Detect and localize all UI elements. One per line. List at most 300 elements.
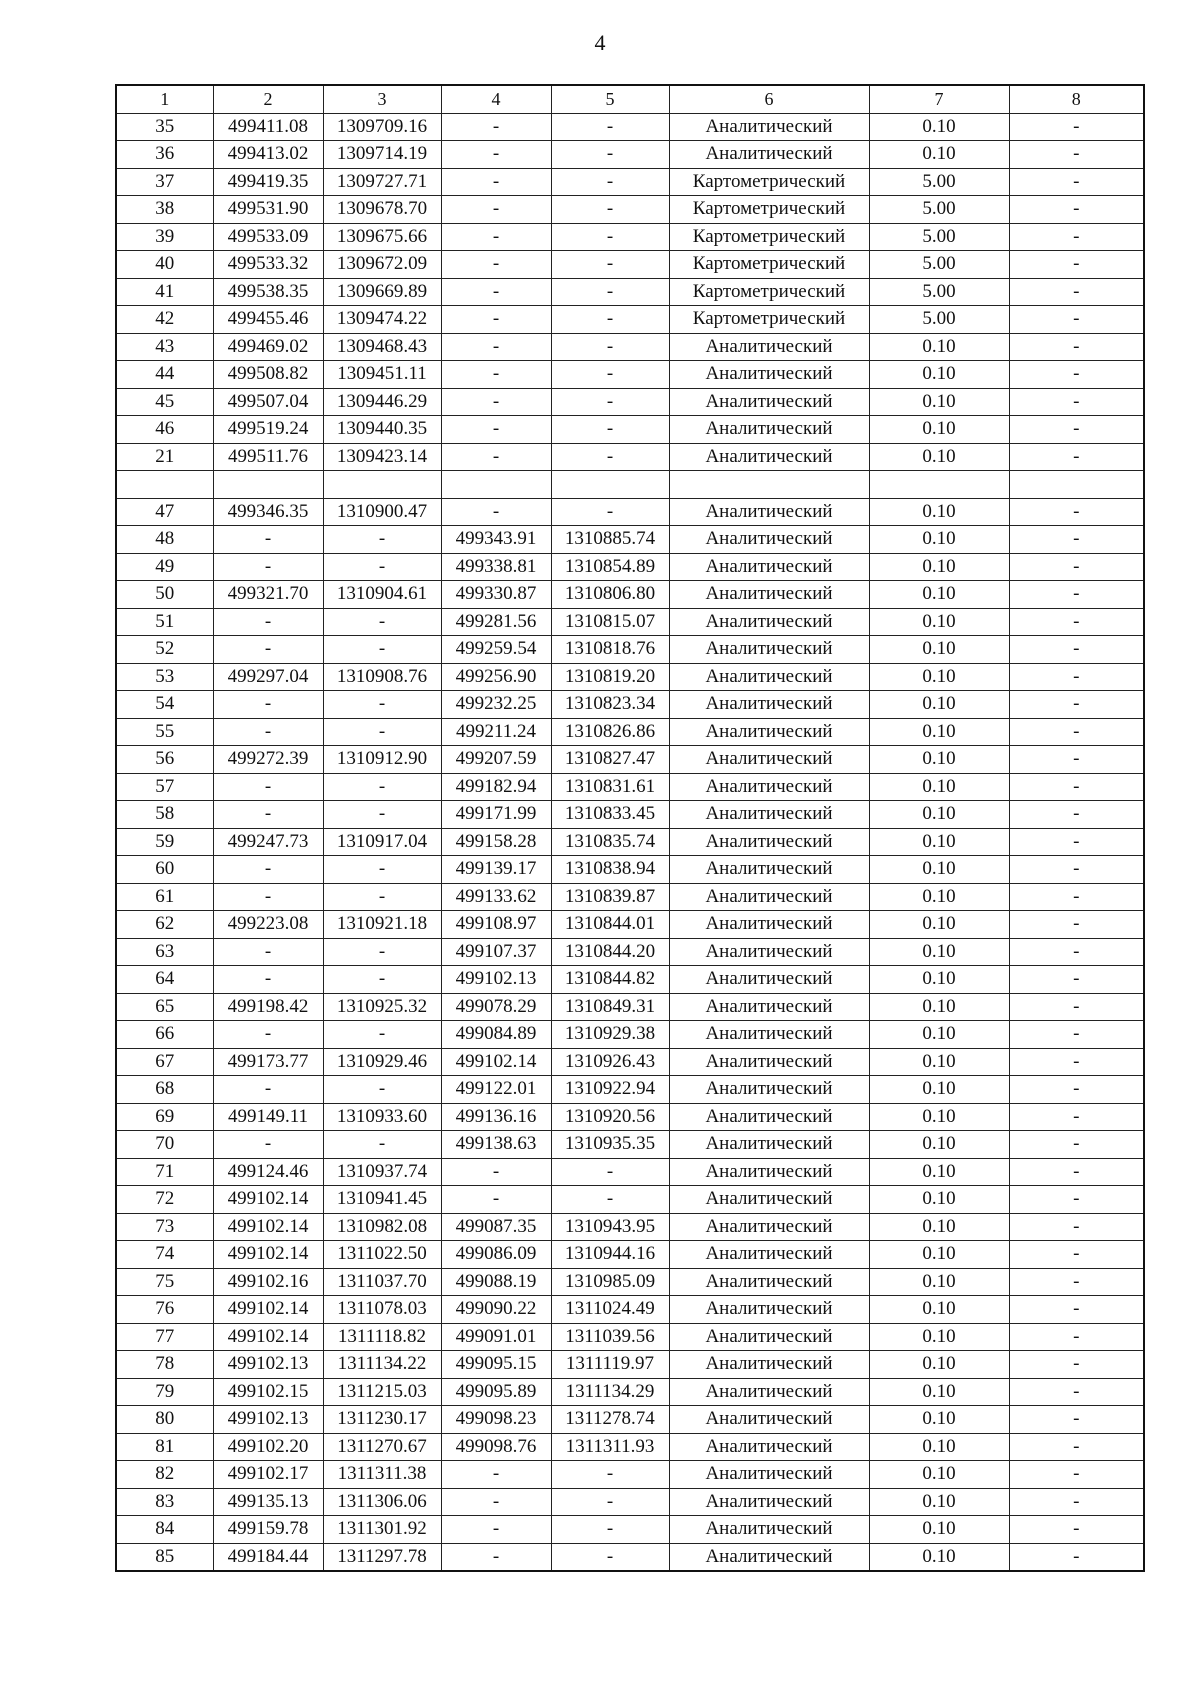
description-cell: -: [1009, 773, 1144, 801]
point-number-cell: 39: [116, 223, 213, 251]
method-cell: Картометрический: [669, 306, 869, 334]
table-row: [116, 1076, 1144, 1104]
y-existing-cell: 1309446.29: [323, 388, 441, 416]
accuracy-cell: 0.10: [869, 1406, 1009, 1434]
y-existing-cell: -: [323, 526, 441, 554]
x-new-cell: -: [441, 223, 551, 251]
x-new-cell: 499232.25: [441, 691, 551, 719]
x-existing-cell: 499102.13: [213, 1351, 323, 1379]
table-row: [116, 581, 1144, 609]
x-existing-cell: 499346.35: [213, 498, 323, 526]
y-new-cell: 1310844.01: [551, 911, 669, 939]
y-existing-cell: -: [323, 1076, 441, 1104]
point-number-cell: 66: [116, 1021, 213, 1049]
method-cell: Аналитический: [669, 911, 869, 939]
x-new-cell: -: [441, 1488, 551, 1516]
accuracy-cell: 0.10: [869, 1048, 1009, 1076]
x-new-cell: 499207.59: [441, 746, 551, 774]
method-cell: Аналитический: [669, 966, 869, 994]
y-new-cell: 1310849.31: [551, 993, 669, 1021]
y-new-cell: 1311024.49: [551, 1296, 669, 1324]
accuracy-cell: 0.10: [869, 1378, 1009, 1406]
x-existing-cell: 499533.09: [213, 223, 323, 251]
accuracy-cell: 0.10: [869, 333, 1009, 361]
y-existing-cell: 1309714.19: [323, 141, 441, 169]
method-cell: Аналитический: [669, 1461, 869, 1489]
y-new-cell: 1310833.45: [551, 801, 669, 829]
x-new-cell: 499122.01: [441, 1076, 551, 1104]
y-existing-cell: -: [323, 608, 441, 636]
table-row: [116, 1268, 1144, 1296]
y-new-cell: 1310838.94: [551, 856, 669, 884]
y-existing-cell: -: [323, 553, 441, 581]
table-row: [116, 553, 1144, 581]
x-new-cell: 499095.15: [441, 1351, 551, 1379]
y-new-cell: -: [551, 1516, 669, 1544]
point-number-cell: 65: [116, 993, 213, 1021]
description-cell: -: [1009, 608, 1144, 636]
description-cell: -: [1009, 306, 1144, 334]
y-existing-cell: 1311134.22: [323, 1351, 441, 1379]
y-new-cell: 1310839.87: [551, 883, 669, 911]
accuracy-cell: 0.10: [869, 883, 1009, 911]
y-new-cell: 1310885.74: [551, 526, 669, 554]
x-existing-cell: 499102.13: [213, 1406, 323, 1434]
x-existing-cell: -: [213, 718, 323, 746]
accuracy-cell: 5.00: [869, 278, 1009, 306]
y-new-cell: 1310844.20: [551, 938, 669, 966]
x-existing-cell: 499102.14: [213, 1323, 323, 1351]
y-existing-cell: 1311215.03: [323, 1378, 441, 1406]
description-cell: -: [1009, 636, 1144, 664]
x-new-cell: -: [441, 1158, 551, 1186]
point-number-cell: 73: [116, 1213, 213, 1241]
y-new-cell: -: [551, 168, 669, 196]
point-number-cell: 64: [116, 966, 213, 994]
y-new-cell: 1310827.47: [551, 746, 669, 774]
x-existing-cell: 499519.24: [213, 416, 323, 444]
description-cell: -: [1009, 141, 1144, 169]
x-new-cell: -: [441, 388, 551, 416]
method-cell: Аналитический: [669, 773, 869, 801]
x-existing-cell: 499533.32: [213, 251, 323, 279]
table-row: [116, 1378, 1144, 1406]
x-existing-cell: 499469.02: [213, 333, 323, 361]
point-number-cell: 45: [116, 388, 213, 416]
point-number-cell: 83: [116, 1488, 213, 1516]
table-row: [116, 1516, 1144, 1544]
point-number-cell: 49: [116, 553, 213, 581]
description-cell: -: [1009, 911, 1144, 939]
y-new-cell: 1311278.74: [551, 1406, 669, 1434]
accuracy-cell: 0.10: [869, 1323, 1009, 1351]
x-existing-cell: -: [213, 801, 323, 829]
table-row: [116, 911, 1144, 939]
description-cell: -: [1009, 278, 1144, 306]
x-new-cell: -: [441, 141, 551, 169]
accuracy-cell: 5.00: [869, 223, 1009, 251]
x-existing-cell: 499102.14: [213, 1241, 323, 1269]
accuracy-cell: 0.10: [869, 1158, 1009, 1186]
description-cell: -: [1009, 1351, 1144, 1379]
column-header: 3: [323, 85, 441, 113]
accuracy-cell: 0.10: [869, 1296, 1009, 1324]
y-existing-cell: -: [323, 966, 441, 994]
description-cell: -: [1009, 416, 1144, 444]
method-cell: Аналитический: [669, 691, 869, 719]
accuracy-cell: 0.10: [869, 1461, 1009, 1489]
x-existing-cell: -: [213, 636, 323, 664]
method-cell: Аналитический: [669, 993, 869, 1021]
x-existing-cell: 499102.14: [213, 1296, 323, 1324]
description-cell: -: [1009, 223, 1144, 251]
x-existing-cell: 499102.15: [213, 1378, 323, 1406]
table-row: [116, 1103, 1144, 1131]
accuracy-cell: 0.10: [869, 1543, 1009, 1571]
method-cell: [669, 471, 869, 499]
x-existing-cell: 499411.08: [213, 113, 323, 141]
y-existing-cell: -: [323, 636, 441, 664]
method-cell: Аналитический: [669, 1433, 869, 1461]
description-cell: -: [1009, 361, 1144, 389]
accuracy-cell: 0.10: [869, 966, 1009, 994]
y-existing-cell: 1310941.45: [323, 1186, 441, 1214]
point-number-cell: 40: [116, 251, 213, 279]
method-cell: Аналитический: [669, 498, 869, 526]
x-new-cell: 499108.97: [441, 911, 551, 939]
y-new-cell: -: [551, 1488, 669, 1516]
table-row: [116, 1351, 1144, 1379]
y-new-cell: -: [551, 443, 669, 471]
table-row: [116, 1433, 1144, 1461]
x-new-cell: 499338.81: [441, 553, 551, 581]
y-existing-cell: 1310904.61: [323, 581, 441, 609]
point-number-cell: 63: [116, 938, 213, 966]
point-number-cell: 53: [116, 663, 213, 691]
page-number: 4: [594, 30, 606, 55]
x-new-cell: -: [441, 196, 551, 224]
description-cell: -: [1009, 1241, 1144, 1269]
table-row: [116, 361, 1144, 389]
description-cell: -: [1009, 1516, 1144, 1544]
x-existing-cell: 499102.14: [213, 1213, 323, 1241]
method-cell: Аналитический: [669, 1158, 869, 1186]
accuracy-cell: 0.10: [869, 498, 1009, 526]
y-existing-cell: 1309440.35: [323, 416, 441, 444]
y-new-cell: 1310823.34: [551, 691, 669, 719]
table-row: [116, 471, 1144, 499]
description-cell: -: [1009, 251, 1144, 279]
accuracy-cell: 5.00: [869, 251, 1009, 279]
accuracy-cell: 0.10: [869, 663, 1009, 691]
x-existing-cell: 499538.35: [213, 278, 323, 306]
y-existing-cell: -: [323, 856, 441, 884]
accuracy-cell: 0.10: [869, 113, 1009, 141]
y-new-cell: -: [551, 498, 669, 526]
method-cell: Аналитический: [669, 581, 869, 609]
column-header: 2: [213, 85, 323, 113]
point-number-cell: 69: [116, 1103, 213, 1131]
x-existing-cell: -: [213, 938, 323, 966]
method-cell: Аналитический: [669, 1186, 869, 1214]
method-cell: Картометрический: [669, 223, 869, 251]
x-existing-cell: -: [213, 1131, 323, 1159]
point-number-cell: 68: [116, 1076, 213, 1104]
x-new-cell: 499084.89: [441, 1021, 551, 1049]
x-existing-cell: 499198.42: [213, 993, 323, 1021]
table-row: [116, 1461, 1144, 1489]
table-row: [116, 1406, 1144, 1434]
y-new-cell: 1310943.95: [551, 1213, 669, 1241]
point-number-cell: 80: [116, 1406, 213, 1434]
description-cell: -: [1009, 1048, 1144, 1076]
table-row: [116, 883, 1144, 911]
point-number-cell: 82: [116, 1461, 213, 1489]
y-existing-cell: -: [323, 1131, 441, 1159]
table-row: [116, 1543, 1144, 1571]
x-new-cell: 499136.16: [441, 1103, 551, 1131]
accuracy-cell: 0.10: [869, 801, 1009, 829]
table-row: [116, 168, 1144, 196]
accuracy-cell: 0.10: [869, 911, 1009, 939]
description-cell: -: [1009, 333, 1144, 361]
accuracy-cell: 0.10: [869, 1131, 1009, 1159]
point-number-cell: 44: [116, 361, 213, 389]
description-cell: -: [1009, 1323, 1144, 1351]
x-existing-cell: -: [213, 773, 323, 801]
table-row: [116, 1131, 1144, 1159]
x-existing-cell: 499413.02: [213, 141, 323, 169]
description-cell: -: [1009, 1406, 1144, 1434]
x-new-cell: 499086.09: [441, 1241, 551, 1269]
method-cell: Аналитический: [669, 828, 869, 856]
point-number-cell: 37: [116, 168, 213, 196]
point-number-cell: 74: [116, 1241, 213, 1269]
method-cell: Аналитический: [669, 663, 869, 691]
description-cell: -: [1009, 1213, 1144, 1241]
method-cell: Картометрический: [669, 278, 869, 306]
x-existing-cell: -: [213, 856, 323, 884]
x-new-cell: 499211.24: [441, 718, 551, 746]
y-new-cell: 1310929.38: [551, 1021, 669, 1049]
description-cell: -: [1009, 966, 1144, 994]
method-cell: Аналитический: [669, 1296, 869, 1324]
accuracy-cell: 0.10: [869, 773, 1009, 801]
y-existing-cell: 1309474.22: [323, 306, 441, 334]
x-new-cell: 499182.94: [441, 773, 551, 801]
table-row: [116, 663, 1144, 691]
y-existing-cell: 1309678.70: [323, 196, 441, 224]
description-cell: -: [1009, 1268, 1144, 1296]
x-new-cell: -: [441, 251, 551, 279]
table-row: [116, 278, 1144, 306]
table-row: [116, 416, 1144, 444]
x-existing-cell: -: [213, 691, 323, 719]
y-new-cell: 1310922.94: [551, 1076, 669, 1104]
x-new-cell: -: [441, 1543, 551, 1571]
y-existing-cell: -: [323, 801, 441, 829]
method-cell: Аналитический: [669, 801, 869, 829]
x-existing-cell: 499149.11: [213, 1103, 323, 1131]
x-new-cell: 499139.17: [441, 856, 551, 884]
description-cell: -: [1009, 388, 1144, 416]
point-number-cell: 35: [116, 113, 213, 141]
table-row: [116, 1021, 1144, 1049]
column-header: 5: [551, 85, 669, 113]
x-new-cell: 499090.22: [441, 1296, 551, 1324]
point-number-cell: 67: [116, 1048, 213, 1076]
y-existing-cell: 1309672.09: [323, 251, 441, 279]
method-cell: Аналитический: [669, 856, 869, 884]
method-cell: Аналитический: [669, 1351, 869, 1379]
column-header: 1: [116, 85, 213, 113]
accuracy-cell: 0.10: [869, 361, 1009, 389]
x-existing-cell: 499531.90: [213, 196, 323, 224]
method-cell: Аналитический: [669, 113, 869, 141]
y-existing-cell: -: [323, 773, 441, 801]
description-cell: -: [1009, 746, 1144, 774]
x-new-cell: -: [441, 361, 551, 389]
description-cell: -: [1009, 883, 1144, 911]
method-cell: Аналитический: [669, 388, 869, 416]
y-existing-cell: 1310925.32: [323, 993, 441, 1021]
y-new-cell: 1311134.29: [551, 1378, 669, 1406]
table-row: [116, 306, 1144, 334]
description-cell: -: [1009, 801, 1144, 829]
point-number-cell: 85: [116, 1543, 213, 1571]
y-new-cell: 1310854.89: [551, 553, 669, 581]
table-row: [116, 1488, 1144, 1516]
y-existing-cell: 1309727.71: [323, 168, 441, 196]
accuracy-cell: 0.10: [869, 691, 1009, 719]
y-existing-cell: -: [323, 1021, 441, 1049]
method-cell: Аналитический: [669, 1131, 869, 1159]
accuracy-cell: 0.10: [869, 526, 1009, 554]
accuracy-cell: 0.10: [869, 1488, 1009, 1516]
x-existing-cell: 499102.16: [213, 1268, 323, 1296]
accuracy-cell: 0.10: [869, 636, 1009, 664]
x-existing-cell: 499455.46: [213, 306, 323, 334]
y-existing-cell: 1310900.47: [323, 498, 441, 526]
table-row: [116, 1158, 1144, 1186]
point-number-cell: 36: [116, 141, 213, 169]
y-existing-cell: 1311311.38: [323, 1461, 441, 1489]
y-new-cell: 1310826.86: [551, 718, 669, 746]
method-cell: Аналитический: [669, 526, 869, 554]
x-new-cell: 499138.63: [441, 1131, 551, 1159]
table-row: [116, 966, 1144, 994]
table-row: [116, 1296, 1144, 1324]
accuracy-cell: 0.10: [869, 746, 1009, 774]
y-existing-cell: 1311078.03: [323, 1296, 441, 1324]
method-cell: Аналитический: [669, 1378, 869, 1406]
description-cell: -: [1009, 856, 1144, 884]
method-cell: Аналитический: [669, 1103, 869, 1131]
y-existing-cell: 1310929.46: [323, 1048, 441, 1076]
description-cell: -: [1009, 1103, 1144, 1131]
accuracy-cell: 5.00: [869, 168, 1009, 196]
x-new-cell: -: [441, 416, 551, 444]
table-row: [116, 1241, 1144, 1269]
point-number-cell: 60: [116, 856, 213, 884]
x-existing-cell: 499272.39: [213, 746, 323, 774]
x-existing-cell: -: [213, 608, 323, 636]
accuracy-cell: 0.10: [869, 993, 1009, 1021]
description-cell: -: [1009, 718, 1144, 746]
table-row: [116, 196, 1144, 224]
accuracy-cell: 0.10: [869, 416, 1009, 444]
method-cell: Аналитический: [669, 1076, 869, 1104]
x-new-cell: 499343.91: [441, 526, 551, 554]
description-cell: [1009, 471, 1144, 499]
y-new-cell: 1310935.35: [551, 1131, 669, 1159]
accuracy-cell: 0.10: [869, 856, 1009, 884]
x-new-cell: -: [441, 306, 551, 334]
x-new-cell: 499330.87: [441, 581, 551, 609]
table-row: [116, 1048, 1144, 1076]
accuracy-cell: 0.10: [869, 608, 1009, 636]
accuracy-cell: 0.10: [869, 553, 1009, 581]
y-existing-cell: 1309669.89: [323, 278, 441, 306]
method-cell: Аналитический: [669, 1323, 869, 1351]
table-row: [116, 1213, 1144, 1241]
y-new-cell: 1310831.61: [551, 773, 669, 801]
x-existing-cell: 499124.46: [213, 1158, 323, 1186]
table-row: [116, 828, 1144, 856]
x-existing-cell: 499321.70: [213, 581, 323, 609]
table-row: [116, 608, 1144, 636]
x-existing-cell: 499297.04: [213, 663, 323, 691]
y-existing-cell: 1311301.92: [323, 1516, 441, 1544]
point-number-cell: 50: [116, 581, 213, 609]
accuracy-cell: 5.00: [869, 306, 1009, 334]
accuracy-cell: 0.10: [869, 1268, 1009, 1296]
x-new-cell: 499171.99: [441, 801, 551, 829]
x-existing-cell: 499184.44: [213, 1543, 323, 1571]
table-row: [116, 526, 1144, 554]
table-row: [116, 636, 1144, 664]
description-cell: -: [1009, 1378, 1144, 1406]
y-new-cell: -: [551, 251, 669, 279]
table-row: [116, 993, 1144, 1021]
column-header: 6: [669, 85, 869, 113]
y-existing-cell: 1310933.60: [323, 1103, 441, 1131]
y-new-cell: [551, 471, 669, 499]
accuracy-cell: 0.10: [869, 718, 1009, 746]
table-row: [116, 333, 1144, 361]
y-existing-cell: 1309451.11: [323, 361, 441, 389]
point-number-cell: 55: [116, 718, 213, 746]
x-existing-cell: -: [213, 966, 323, 994]
table-row: [116, 141, 1144, 169]
x-existing-cell: 499507.04: [213, 388, 323, 416]
y-existing-cell: 1311230.17: [323, 1406, 441, 1434]
point-number-cell: 79: [116, 1378, 213, 1406]
point-number-cell: 54: [116, 691, 213, 719]
point-number-cell: 43: [116, 333, 213, 361]
accuracy-cell: 0.10: [869, 1241, 1009, 1269]
x-existing-cell: [213, 471, 323, 499]
method-cell: Аналитический: [669, 1021, 869, 1049]
y-new-cell: 1310819.20: [551, 663, 669, 691]
point-number-cell: 84: [116, 1516, 213, 1544]
y-existing-cell: 1309709.16: [323, 113, 441, 141]
x-existing-cell: 499223.08: [213, 911, 323, 939]
y-existing-cell: 1311297.78: [323, 1543, 441, 1571]
coordinates-table: [115, 84, 1145, 1572]
x-new-cell: 499088.19: [441, 1268, 551, 1296]
x-existing-cell: 499419.35: [213, 168, 323, 196]
